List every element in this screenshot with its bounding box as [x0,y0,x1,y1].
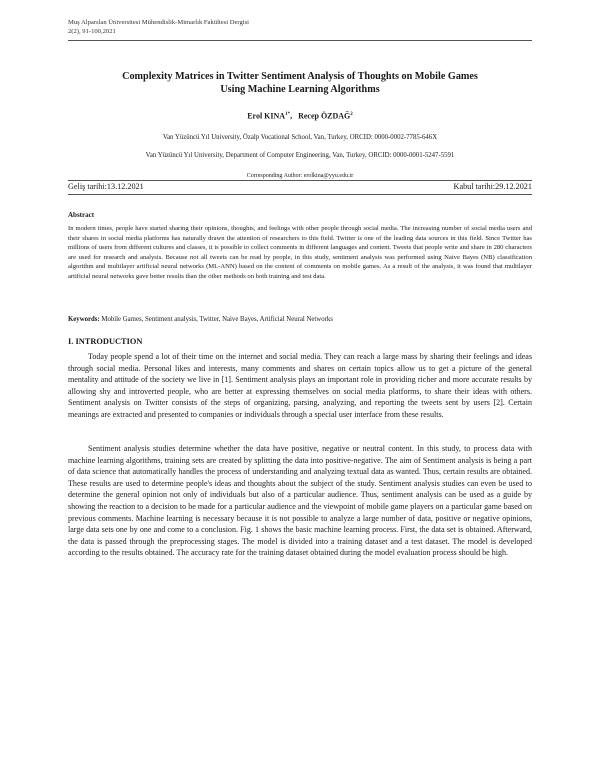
abstract-body: In modern times, people have started sharing their opinions, thoughts, and feelings with other people through social media. The increasing number of social media users and their shares in social media platforms has naturally drawn the attention of researchers to this field. Twitter is one of the leading data sources in this field. Since Twitter has millions of users from different cultures and classes, it is possible to collect comments in different languages and content. Tweets that people write and share in 280 characters are used for research and analysis. Because not all tweets can be read by people, in this study, sentiment analysis was performed using Naive Bayes (NB) classification algorithm and multilayer artificial neural networks (ML-ANN) based on the content of comments on mobile games. As a result of the analysis, it was found that multilayer artificial neural networks gave better results than the other methods on both training and test data. [68,225,532,280]
author-2: Recep ÖZDAĞ [298,111,351,121]
journal-header [68,18,249,36]
introduction-paragraph-2: Sentiment analysis studies determine whether the data have positive, negative or neutral content. In this study, to process data with machine learning algorithms, training sets are created by splitting the data into positive-negative. The aim of Sentiment analysis is being a part of data science that automatically handles the process of understanding and analyzing textual data as wanted. Thus, certain results are obtained. These results are used to determine people's ideas and thoughts about the subject of the study. Sentiment analysis studies can even be used to determine the general opinion not only of individuals but also of a particular audience. Thus, sentiment analysis can be used as a guide by showing the reaction to a decision to be made for a particular audience and the viewpoint of mobile game players on a particular game based on previous comments. Machine learning is necessary because it is not possible to analyze a large number of data, positive or negative opinions, large data sets one by one and come to a conclusion. Fig. 1 shows the basic machine learning process. First, the data set is obtained. Afterward, the data is passed through the preprocessing stages. The model is divided into a training dataset and a test dataset. The model is developed according to the results obtained. The accuracy rate for the training dataset obtained during the model evaluation process should be high. [68,444,532,558]
keywords-label: Keywords: [68,316,100,323]
dates-top-rule [68,180,532,181]
paper-title [68,70,532,96]
header-rule [68,40,532,41]
accepted-date: Kabul tarihi:29.12.2021 [453,182,532,191]
section-heading-introduction: I. INTRODUCTION [68,337,143,346]
abstract-heading: Abstract [68,211,95,219]
keywords [68,315,532,324]
author-1-marker: 1* [285,112,291,117]
volume-info: 2(2), 91-100,2021 [68,28,116,35]
received-date: Geliş tarihi:13.12.2021 [68,182,144,191]
title-line-1: Complexity Matrices in Twitter Sentiment Analysis of Thoughts on Mobile Games [122,71,478,82]
corresponding-author: Corresponding Author: erolkina@yyu.edu.tr [246,173,354,179]
author-1: Erol KINA [247,111,286,121]
journal-name: Muş Alparslan Üniversitesi Mühendislik-Mimarlık Fakültesi Dergisi [68,19,250,26]
dates-bottom-rule [68,194,532,195]
author-2-marker: 2 [350,112,353,117]
keywords-list: Mobile Games, Sentiment analysis, Twitter, Naive Bayes, Artificial Neural Networks [101,316,333,323]
affiliation-1: Van Yüzüncü Yıl University, Özalp Vocational School, Van, Turkey, ORCID: 0000-0002-7785-646X [162,134,438,141]
title-line-2: Using Machine Learning Algorithms [220,84,380,95]
introduction-paragraph-1: Today people spend a lot of their time on the internet and social media. They can reach a large mass by sharing their feelings and ideas through social media. Personal likes and interests, many comments and shares on certain topics allow us to get a picture of the general mentality and attitude of the society we live in [1]. Sentiment analysis plays an important role in providing richer and more accurate results by allowing shy and introverted people, who are better at expressing themselves on social media platforms, to share their ideas with others. Sentiment analysis on Twitter consists of the steps of organizing, parsing, analyzing, and reporting the tweets sent by users [2]. Certain meanings are extracted and presented to companies or individuals through a special user interface from these results. [68,352,532,419]
authors: Erol $KINA^{1*}$, Recep ÖZDAĞ$^2$ [247,111,353,121]
affiliation-2: Van Yüzüncü Yıl University, Department of Computer Engineering, Van, Turkey, ORCID: 0000-0001-5247-5591 [145,152,455,159]
